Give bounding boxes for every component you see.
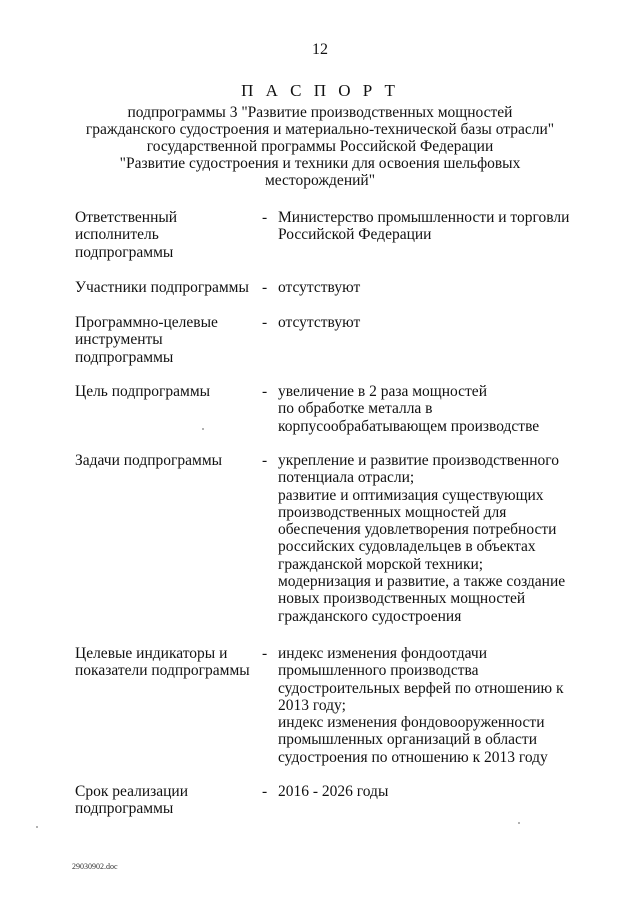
document-subtitle [80, 104, 560, 189]
value-line: промышленного производства [278, 662, 479, 680]
row-dash: - [262, 383, 268, 400]
value-line: укрепление и развитие производственного [278, 452, 559, 469]
footer-filename: 29030902.doc [72, 862, 118, 871]
row-label [75, 645, 255, 680]
row-label [75, 383, 255, 400]
row-value [278, 383, 628, 435]
scan-speck [518, 822, 520, 824]
scan-speck [202, 428, 204, 430]
label-line: Участники подпрограммы [75, 279, 249, 296]
value-line: промышленных организаций в области [278, 731, 537, 749]
label-line: Задачи подпрограммы [75, 452, 223, 469]
label-line: подпрограммы [75, 243, 174, 261]
value-line: отсутствуют [278, 314, 361, 331]
subtitle-line: "Развитие судостроения и техники для освоения шельфовых [119, 155, 521, 172]
page-number: 12 [312, 41, 328, 58]
scan-speck [36, 826, 38, 828]
row-value [278, 209, 628, 244]
label-line: Программно-целевые [75, 314, 218, 331]
row-value [278, 783, 628, 800]
label-line: Цель подпрограммы [75, 383, 211, 400]
label-line: исполнитель [75, 226, 159, 244]
label-line: Целевые индикаторы и [75, 645, 228, 662]
row-label [75, 209, 255, 261]
value-line: судостроения по отношению к 2013 году [278, 748, 548, 766]
row-dash: - [262, 209, 268, 226]
value-line: Российской Федерации [278, 226, 432, 244]
label-line: подпрограммы [75, 800, 174, 818]
label-line: показатели подпрограммы [75, 662, 250, 680]
value-line: увеличение в 2 раза мощностей [278, 383, 487, 400]
value-line: судостроительных верфей по отношению к [278, 679, 564, 697]
value-line: 2016 - 2026 годы [278, 783, 389, 800]
row-label [75, 783, 255, 818]
row-dash: - [262, 452, 268, 469]
row-value [278, 314, 628, 331]
row-label [75, 279, 255, 296]
value-line: корпусообрабатывающем производстве [278, 417, 540, 435]
value-line: производственных мощностей для [278, 503, 507, 521]
row-dash: - [262, 279, 268, 296]
value-line: гражданского судостроения [278, 607, 462, 625]
value-line: индекс изменения фондоотдачи [278, 645, 487, 662]
document-title: П А С П О Р Т [241, 81, 399, 100]
row-value [278, 645, 628, 766]
value-line: Министерство промышленности и торговли [278, 209, 570, 226]
row-label [75, 452, 255, 469]
label-line: инструменты [75, 331, 163, 349]
row-dash: - [262, 783, 268, 800]
value-line: индекс изменения фондовооруженности [278, 714, 545, 732]
value-line: 2013 году; [278, 696, 346, 714]
label-line: Срок реализации [75, 783, 188, 800]
value-line: модернизация и развитие, а также создание [278, 573, 566, 591]
subtitle-line: гражданского судостроения и материально-технической базы отрасли" [85, 121, 555, 138]
value-line: развитие и оптимизация существующих [278, 486, 544, 504]
value-line: по обработке металла в [278, 400, 433, 418]
row-dash: - [262, 645, 268, 662]
value-line: потенциала отрасли; [278, 469, 415, 487]
value-line: отсутствуют [278, 279, 361, 296]
row-value [278, 452, 628, 625]
value-line: новых производственных мощностей [278, 590, 526, 608]
row-value [278, 279, 628, 296]
subtitle-line: государственной программы Российской Федерации [146, 138, 494, 155]
value-line: обеспечения удовлетворения потребности [278, 521, 557, 539]
row-label [75, 314, 255, 366]
value-line: гражданской морской техники; [278, 555, 484, 573]
label-line: Ответственный [75, 209, 178, 226]
value-line: российских судовладельцев в объектах [278, 538, 536, 556]
subtitle-line: подпрограммы 3 "Развитие производственных мощностей [127, 104, 513, 121]
label-line: подпрограммы [75, 348, 174, 366]
row-dash: - [262, 314, 268, 331]
subtitle-line: месторождений" [264, 172, 376, 189]
